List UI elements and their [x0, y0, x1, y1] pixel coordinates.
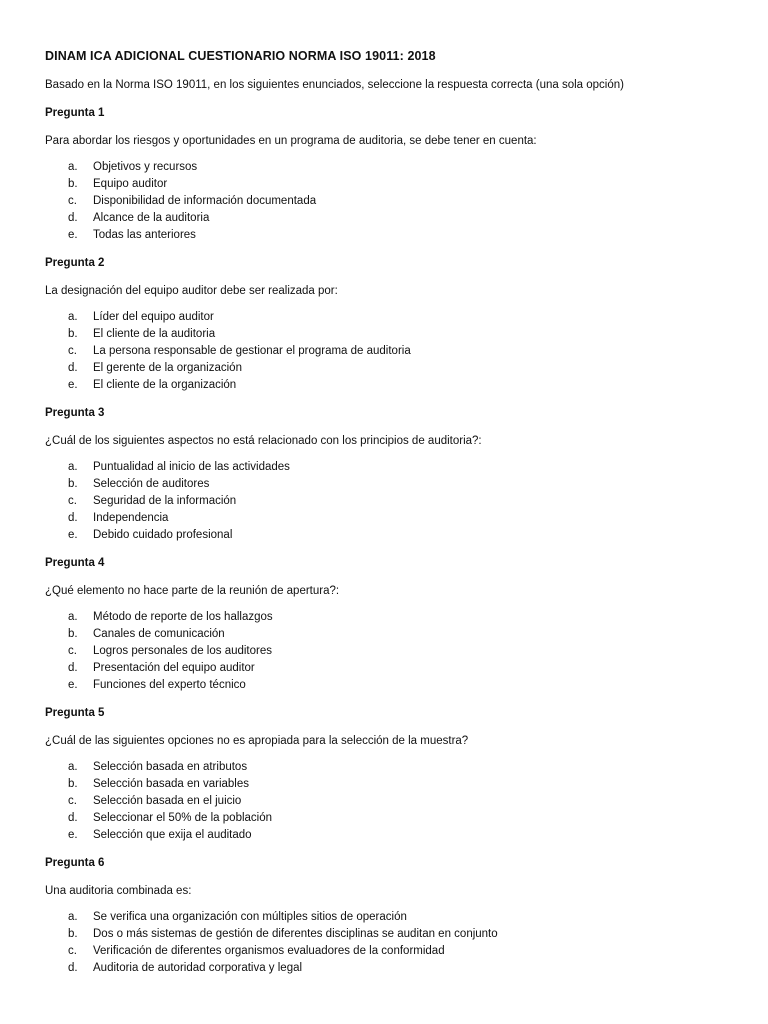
option-letter: a. — [68, 611, 78, 623]
option-letter: b. — [68, 778, 78, 790]
option-text: Independencia — [93, 512, 169, 524]
option-item — [45, 527, 735, 544]
question-text: La designación del equipo auditor debe ser realizada por: — [45, 285, 338, 297]
option-letter: c. — [68, 345, 77, 357]
option-text: Selección basada en el juicio — [93, 795, 242, 807]
option-letter: c. — [68, 945, 77, 957]
question-heading: Pregunta 3 — [45, 407, 105, 419]
option-item — [45, 459, 735, 476]
option-list — [45, 309, 735, 394]
option-text: Canales de comunicación — [93, 628, 225, 640]
option-letter: b. — [68, 928, 78, 940]
option-letter: c. — [68, 195, 77, 207]
option-item — [45, 377, 735, 394]
option-letter: d. — [68, 962, 78, 974]
option-letter: d. — [68, 362, 78, 374]
option-item — [45, 793, 735, 810]
option-letter: a. — [68, 761, 78, 773]
option-item — [45, 943, 735, 960]
option-item — [45, 810, 735, 827]
question-2 — [45, 254, 735, 394]
question-5 — [45, 704, 735, 844]
option-letter: e. — [68, 379, 78, 391]
option-text: Puntualidad al inicio de las actividades — [93, 461, 290, 473]
option-text: Equipo auditor — [93, 178, 168, 190]
option-text: Líder del equipo auditor — [93, 311, 214, 323]
option-letter: b. — [68, 328, 78, 340]
option-item — [45, 343, 735, 360]
question-text: Para abordar los riesgos y oportunidades en un programa de auditoria, se debe tener en cuenta: — [45, 135, 537, 147]
option-item — [45, 660, 735, 677]
option-text: Seguridad de la información — [93, 495, 237, 507]
question-heading: Pregunta 4 — [45, 557, 105, 569]
option-text: Verificación de diferentes organismos evaluadores de la conformidad — [93, 945, 445, 957]
option-item — [45, 193, 735, 210]
option-item — [45, 159, 735, 176]
option-text: El gerente de la organización — [93, 362, 242, 374]
option-item — [45, 309, 735, 326]
option-list — [45, 909, 735, 977]
option-letter: d. — [68, 812, 78, 824]
option-item — [45, 493, 735, 510]
question-4 — [45, 554, 735, 694]
question-heading: Pregunta 5 — [45, 707, 105, 719]
question-text: ¿Qué elemento no hace parte de la reunión de apertura?: — [45, 585, 340, 597]
option-text: Seleccionar el 50% de la población — [93, 812, 273, 824]
option-text: Selección que exija el auditado — [93, 829, 252, 841]
question-text: ¿Cuál de las siguientes opciones no es apropiada para la selección de la muestra? — [45, 735, 469, 747]
question-heading: Pregunta 2 — [45, 257, 105, 269]
option-item — [45, 510, 735, 527]
option-letter: a. — [68, 911, 78, 923]
option-letter: c. — [68, 495, 77, 507]
option-letter: e. — [68, 229, 78, 241]
question-3 — [45, 404, 735, 544]
option-text: Disponibilidad de información documentada — [93, 195, 317, 207]
option-text: Auditoria de autoridad corporativa y legal — [93, 962, 303, 974]
option-text: Selección basada en variables — [93, 778, 249, 790]
option-letter: c. — [68, 645, 77, 657]
question-text: ¿Cuál de los siguientes aspectos no está relacionado con los principios de auditoria?: — [45, 435, 482, 447]
option-item — [45, 926, 735, 943]
option-item — [45, 827, 735, 844]
question-text: Una auditoria combinada es: — [45, 885, 192, 897]
option-item — [45, 776, 735, 793]
option-item — [45, 643, 735, 660]
option-text: Todas las anteriores — [93, 229, 196, 241]
option-text: Debido cuidado profesional — [93, 529, 233, 541]
option-letter: a. — [68, 311, 78, 323]
option-item — [45, 360, 735, 377]
option-letter: c. — [68, 795, 77, 807]
question-1 — [45, 104, 735, 244]
document-title: DINAM ICA ADICIONAL CUESTIONARIO NORMA ISO 19011: 2018 — [45, 49, 436, 63]
option-letter: b. — [68, 178, 78, 190]
option-item — [45, 609, 735, 626]
option-text: Dos o más sistemas de gestión de diferentes disciplinas se auditan en conjunto — [93, 928, 498, 940]
question-heading: Pregunta 1 — [45, 107, 105, 119]
option-letter: b. — [68, 478, 78, 490]
option-letter: e. — [68, 529, 78, 541]
option-item — [45, 909, 735, 926]
option-item — [45, 227, 735, 244]
option-letter: b. — [68, 628, 78, 640]
option-text: Se verifica una organización con múltiples sitios de operación — [93, 911, 407, 923]
option-item — [45, 960, 735, 977]
option-text: Método de reporte de los hallazgos — [93, 611, 273, 623]
option-text: El cliente de la auditoria — [93, 328, 216, 340]
option-item — [45, 626, 735, 643]
option-list — [45, 609, 735, 694]
option-letter: e. — [68, 829, 78, 841]
question-heading: Pregunta 6 — [45, 857, 105, 869]
option-item — [45, 476, 735, 493]
option-text: El cliente de la organización — [93, 379, 237, 391]
option-list — [45, 159, 735, 244]
question-list — [45, 104, 735, 977]
option-text: La persona responsable de gestionar el programa de auditoria — [93, 345, 411, 357]
document-intro: Basado en la Norma ISO 19011, en los siguientes enunciados, seleccione la respuesta correcta (una sola opción) — [45, 79, 624, 91]
option-letter: d. — [68, 512, 78, 524]
option-item — [45, 759, 735, 776]
option-text: Selección basada en atributos — [93, 761, 248, 773]
option-list — [45, 759, 735, 844]
option-text: Alcance de la auditoria — [93, 212, 210, 224]
option-item — [45, 326, 735, 343]
option-list — [45, 459, 735, 544]
option-text: Objetivos y recursos — [93, 161, 198, 173]
document-content — [45, 46, 735, 987]
option-letter: a. — [68, 461, 78, 473]
option-text: Selección de auditores — [93, 478, 210, 490]
option-text: Presentación del equipo auditor — [93, 662, 255, 674]
option-item — [45, 677, 735, 694]
question-6 — [45, 854, 735, 977]
option-item — [45, 176, 735, 193]
option-letter: d. — [68, 212, 78, 224]
option-letter: e. — [68, 679, 78, 691]
option-text: Logros personales de los auditores — [93, 645, 273, 657]
option-letter: a. — [68, 161, 78, 173]
option-letter: d. — [68, 662, 78, 674]
option-text: Funciones del experto técnico — [93, 679, 246, 691]
option-item — [45, 210, 735, 227]
